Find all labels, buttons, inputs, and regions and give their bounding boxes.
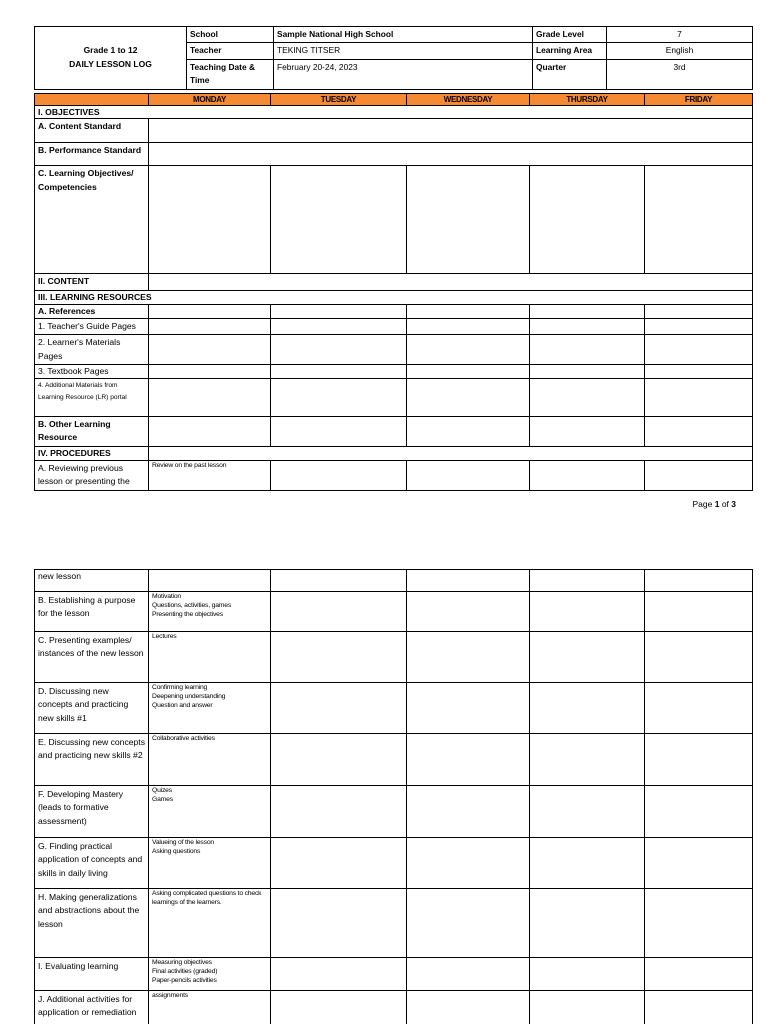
lesson-log-table-page2 [34, 569, 753, 1024]
procedure-day-cell [271, 958, 407, 991]
row-learners-materials: 2. Learner's Materials Pages [35, 335, 149, 365]
procedure-day-cell [271, 683, 407, 734]
procedure-day-cell [645, 632, 753, 683]
procedure-label: B. Establishing a purpose for the lesson [35, 592, 149, 632]
procedure-row [35, 838, 753, 889]
section-learning-resources: III. LEARNING RESOURCES [35, 290, 753, 304]
log-title [35, 27, 187, 90]
procedure-day-cell [645, 838, 753, 889]
procedure-day-cell [271, 991, 407, 1024]
day-header-wednesday: WEDNESDAY [407, 94, 530, 106]
procedure-row [35, 786, 753, 838]
procedure-day-cell [645, 991, 753, 1024]
procedure-row [35, 570, 753, 592]
row-references: A. References [35, 304, 149, 318]
day-header-friday: FRIDAY [645, 94, 753, 106]
procedure-entry: Motivation Questions, activities, games Presenting the objectives [149, 592, 271, 632]
cell-objectives-monday [149, 166, 271, 274]
cell-performance-standard [149, 143, 753, 166]
procedure-day-cell [530, 632, 645, 683]
cell-objectives-friday [645, 166, 753, 274]
quarter-label: Quarter [533, 59, 607, 89]
row-content-standard: A. Content Standard [35, 119, 149, 143]
procedure-label: new lesson [35, 570, 149, 592]
procedure-day-cell [407, 889, 530, 958]
row-reviewing: A. Reviewing previous lesson or presenting the [35, 460, 149, 490]
header-table [34, 26, 753, 90]
procedure-day-cell [407, 734, 530, 786]
procedure-day-cell [530, 838, 645, 889]
procedure-day-cell [407, 683, 530, 734]
procedure-day-cell [407, 991, 530, 1024]
row-performance-standard: B. Performance Standard [35, 143, 149, 166]
procedure-day-cell [645, 958, 753, 991]
procedure-label: J. Additional activities for application or remediation [35, 991, 149, 1024]
procedure-day-cell [530, 570, 645, 592]
procedure-label: E. Discussing new concepts and practicing new skills #2 [35, 734, 149, 786]
procedure-day-cell [271, 889, 407, 958]
procedure-day-cell [645, 786, 753, 838]
procedure-day-cell [271, 592, 407, 632]
procedure-day-cell [271, 734, 407, 786]
row-textbook: 3. Textbook Pages [35, 364, 149, 378]
procedure-day-cell [645, 570, 753, 592]
lesson-log-table-page1 [34, 93, 753, 491]
procedure-entry: Valueing of the lesson Asking questions [149, 838, 271, 889]
page-of: of [719, 499, 732, 509]
procedure-day-cell [271, 786, 407, 838]
procedure-entry [149, 570, 271, 592]
procedure-label: D. Discussing new concepts and practicing new skills #1 [35, 683, 149, 734]
page-current: 1 [714, 499, 720, 509]
section-content: II. CONTENT [35, 274, 149, 290]
procedure-label: C. Presenting examples/ instances of the new lesson [35, 632, 149, 683]
cell-content-standard [149, 119, 753, 143]
grade-level-value: 7 [607, 27, 753, 43]
procedure-day-cell [407, 570, 530, 592]
section-objectives: I. OBJECTIVES [35, 106, 753, 119]
procedure-day-cell [645, 889, 753, 958]
teacher-value: TEKING TITSER [274, 43, 533, 59]
procedure-day-cell [407, 592, 530, 632]
procedure-entry: Collaborative activities [149, 734, 271, 786]
procedure-day-cell [271, 838, 407, 889]
procedure-entry: Lectures [149, 632, 271, 683]
procedure-day-cell [407, 632, 530, 683]
procedure-day-cell [407, 838, 530, 889]
page-total: 3 [731, 499, 736, 509]
procedure-day-cell [530, 734, 645, 786]
learning-area-label: Learning Area [533, 43, 607, 59]
procedure-day-cell [530, 958, 645, 991]
row-additional-materials: 4. Additional Materials from Learning Resource (LR) portal [35, 379, 149, 417]
quarter-value: 3rd [607, 59, 753, 89]
page-prefix: Page [692, 499, 715, 509]
procedure-day-cell [530, 786, 645, 838]
procedure-entry: Measuring objectives Final activities (graded) Paper-pencils activities [149, 958, 271, 991]
teacher-label: Teacher [187, 43, 274, 59]
procedure-day-cell [407, 786, 530, 838]
cell-objectives-thursday [530, 166, 645, 274]
procedure-day-cell [645, 592, 753, 632]
cell-content [149, 274, 753, 290]
row-learning-objectives: C. Learning Objectives/ Competencies [35, 166, 149, 274]
grade-level-label: Grade Level [533, 27, 607, 43]
teaching-date-label: Teaching Date & Time [187, 59, 274, 89]
log-title-line1: Grade 1 to 12 [83, 45, 138, 56]
procedure-entry: assignments [149, 991, 271, 1024]
procedure-label: F. Developing Mastery (leads to formative assessment) [35, 786, 149, 838]
entry-reviewing: Review on the past lesson [149, 460, 271, 490]
procedure-day-cell [530, 592, 645, 632]
section-procedures: IV. PROCEDURES [35, 446, 149, 460]
day-header-thursday: THURSDAY [530, 94, 645, 106]
procedure-day-cell [530, 683, 645, 734]
procedure-label: H. Making generalizations and abstractions about the lesson [35, 889, 149, 958]
log-title-line2: DAILY LESSON LOG [69, 58, 152, 69]
procedure-row [35, 734, 753, 786]
row-other-resource: B. Other Learning Resource [35, 417, 149, 447]
procedure-row [35, 683, 753, 734]
row-teachers-guide: 1. Teacher's Guide Pages [35, 318, 149, 334]
procedure-entry: Confirming learning Deepening understanding Question and answer [149, 683, 271, 734]
procedure-entry: Quizes Games [149, 786, 271, 838]
procedure-day-cell [645, 683, 753, 734]
procedure-day-cell [530, 991, 645, 1024]
procedure-day-cell [271, 632, 407, 683]
procedure-row [35, 889, 753, 958]
school-value: Sample National High School [274, 27, 533, 43]
procedure-label: G. Finding practical application of concepts and skills in daily living [35, 838, 149, 889]
procedure-row [35, 958, 753, 991]
cell-objectives-tuesday [271, 166, 407, 274]
procedure-day-cell [645, 734, 753, 786]
day-header-tuesday: TUESDAY [271, 94, 407, 106]
procedure-entry: Asking complicated questions to check learnings of the learners. [149, 889, 271, 958]
page-number [693, 499, 737, 509]
procedure-row [35, 991, 753, 1024]
procedure-day-cell [407, 958, 530, 991]
day-header-monday: MONDAY [149, 94, 271, 106]
teaching-date-value: February 20-24, 2023 [274, 59, 533, 89]
school-label: School [187, 27, 274, 43]
procedure-row [35, 632, 753, 683]
procedure-row [35, 592, 753, 632]
day-header-blank [35, 94, 149, 106]
procedure-day-cell [530, 889, 645, 958]
learning-area-value: English [607, 43, 753, 59]
cell-objectives-wednesday [407, 166, 530, 274]
procedure-label: I. Evaluating learning [35, 958, 149, 991]
procedure-day-cell [271, 570, 407, 592]
